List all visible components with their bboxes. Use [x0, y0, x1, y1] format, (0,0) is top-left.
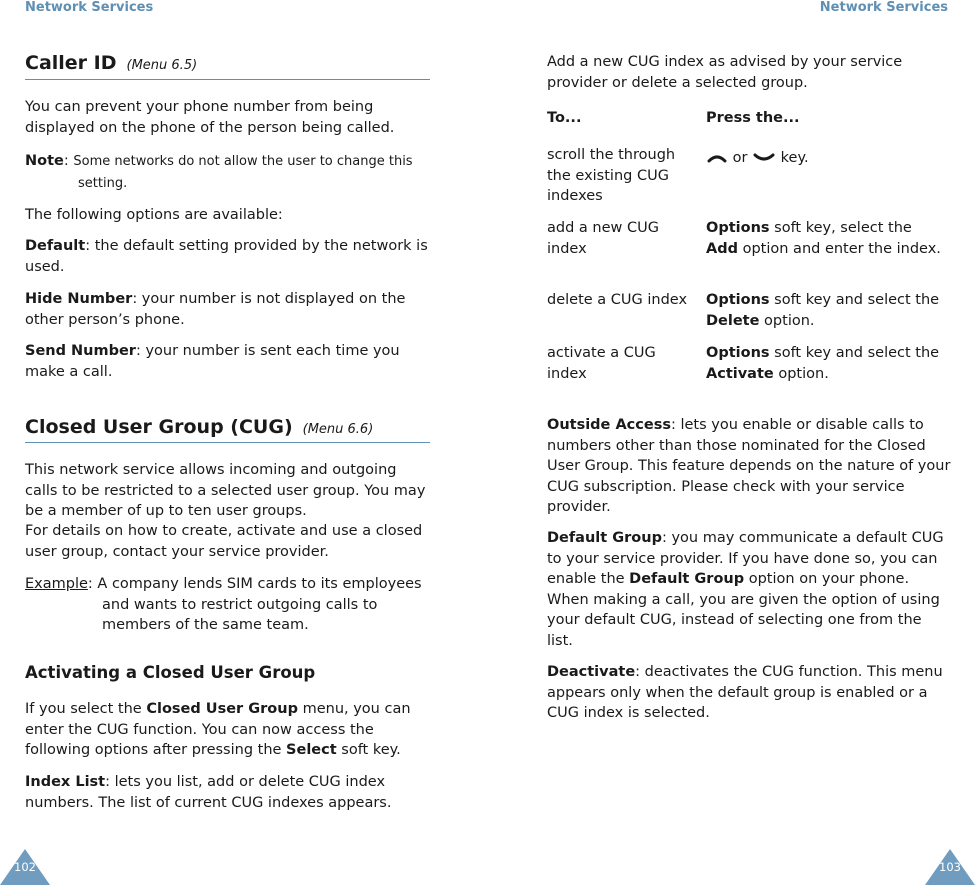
option-send-number-text: : your number is sent each time you make a call.: [25, 343, 400, 380]
option-hide-number-label: Hide Number: [25, 291, 133, 307]
table-text: soft key and select the: [769, 345, 940, 361]
caller-id-heading: [25, 51, 430, 78]
section-rule: [25, 79, 430, 80]
right-intro: Add a new CUG index as advised by your service provider or delete a selected group.: [547, 54, 903, 91]
option-default-label: Default: [25, 238, 86, 254]
table-text: soft key, select the: [769, 220, 912, 236]
table-row-add-right: [706, 218, 946, 259]
table-row-scroll-right: [706, 148, 946, 169]
index-list-item: [25, 772, 430, 813]
table-row-delete-left: delete a CUG index: [547, 292, 688, 308]
table-text: soft key and select the: [769, 292, 940, 308]
activating-text-e: soft key.: [336, 742, 401, 758]
activating-heading: Activating a Closed User Group: [25, 663, 316, 682]
example-text: A company lends SIM cards to its employees and wants to restrict outgoing calls to members of the same team.: [97, 576, 422, 633]
page-number-left: 102: [14, 859, 36, 874]
cug-heading: [25, 415, 430, 442]
options-intro: The following options are available:: [25, 207, 283, 223]
outside-access-text: : lets you enable or disable calls to numbers other than those nominated for the Closed User Group. This feature depends on the nature of your CUG subscription. Please check with your service provider.: [547, 417, 951, 515]
key-text: key.: [780, 150, 809, 166]
default-group-text-1: : you may communicate a default CUG to your service provider. If you have done so, you can enable the: [547, 530, 944, 587]
table-row-activate-right: [706, 343, 946, 384]
running-header-left: Network Services: [25, 0, 154, 15]
table-header-press: Press the...: [706, 110, 800, 126]
table-header-to: To...: [547, 110, 582, 126]
section-rule: [25, 442, 430, 443]
caller-id-intro: You can prevent your phone number from being displayed on the phone of the person being called.: [25, 99, 395, 136]
default-group-item: [547, 528, 952, 651]
cug-menu-ref: (Menu 6.6): [302, 422, 374, 437]
options-bold: Options: [706, 292, 770, 308]
table-text: option and enter the index.: [737, 240, 941, 257]
add-bold: Add: [706, 240, 738, 257]
activating-bold-select: Select: [286, 742, 337, 758]
nav-up-key-icon: [706, 150, 733, 166]
cug-intro-2: For details on how to create, activate and use a closed user group, contact your service provider.: [25, 523, 423, 560]
outside-access-item: [547, 415, 952, 518]
default-group-bold: Default Group: [629, 571, 745, 587]
table-text: option.: [773, 365, 829, 382]
table-text: option.: [759, 312, 815, 329]
index-list-label: Index List: [25, 774, 106, 790]
example-label: Example: [25, 576, 88, 592]
cug-options-table: [547, 108, 952, 388]
options-bold: Options: [706, 345, 770, 361]
activate-bold: Activate: [706, 365, 774, 382]
or-text: or: [732, 150, 748, 166]
index-list-text: : lets you list, add or delete CUG index numbers. The list of current CUG indexes appears.: [25, 774, 392, 811]
outside-access-label: Outside Access: [547, 417, 671, 433]
option-send-number: [25, 341, 430, 382]
option-default-text: : the default setting provided by the network is used.: [25, 238, 428, 275]
table-row-delete-right: [706, 290, 946, 331]
note-text: Some networks do not allow the user to change this setting.: [73, 154, 413, 191]
deactivate-text: : deactivates the CUG function. This menu appears only when the default group is enabled or a CUG index is selected.: [547, 664, 943, 721]
default-group-text-2: option on your phone. When making a call, you are given the option of using your default CUG, instead of selecting one from the list.: [547, 571, 940, 649]
deactivate-label: Deactivate: [547, 664, 636, 680]
running-header-right: Network Services: [819, 0, 948, 15]
caller-id-menu-ref: (Menu 6.5): [126, 58, 198, 73]
delete-bold: Delete: [706, 312, 760, 329]
deactivate-item: [547, 662, 952, 724]
option-hide-number: [25, 289, 430, 330]
activating-text-c: menu, you can enter the CUG function. You can now access the following options after pressing the: [25, 701, 411, 758]
activating-bold-menu: Closed User Group: [146, 701, 298, 717]
caller-id-title: Caller ID: [25, 52, 117, 74]
nav-down-key-icon: [752, 150, 781, 166]
table-row-add-left: add a new CUG index: [547, 220, 659, 257]
options-bold: Options: [706, 220, 770, 236]
table-row-activate-left: activate a CUG index: [547, 345, 656, 382]
default-group-label: Default Group: [547, 530, 662, 546]
page-number-right: 103: [939, 859, 961, 874]
activating-paragraph: [25, 699, 430, 761]
table-row-scroll-left: scroll the through the existing CUG indexes: [547, 147, 676, 204]
caller-id-note: Note: Some networks do not allow the user to change this setting.: [25, 153, 413, 191]
option-default: [25, 236, 430, 277]
note-label: Note: [25, 153, 64, 169]
option-hide-number-text: : your number is not displayed on the other person’s phone.: [25, 291, 406, 328]
activating-text-a: If you select the: [25, 701, 147, 717]
cug-title: Closed User Group (CUG): [25, 416, 293, 438]
cug-example: Example: A company lends SIM cards to its employees and wants to restrict outgoing calls to members of the same team.: [25, 576, 422, 633]
option-send-number-label: Send Number: [25, 343, 136, 359]
cug-intro-1: This network service allows incoming and outgoing calls to be restricted to a selected user group. You may be a member of up to ten user groups.: [25, 462, 426, 519]
